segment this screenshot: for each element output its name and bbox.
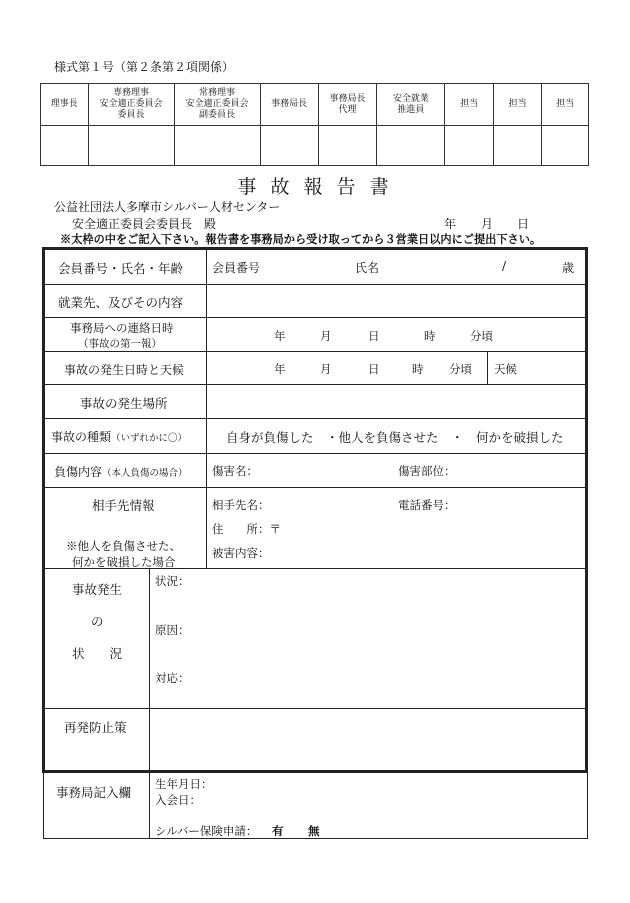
accident-type-label <box>51 428 187 445</box>
other-party-note-2: 何かを破損した場合 <box>72 555 176 569</box>
approval-header-line: 委員長 <box>117 110 145 120</box>
stamp-box[interactable] <box>174 126 260 166</box>
situation-label-1: 事故発生 <box>72 582 123 597</box>
prevention-label: 再発防止策 <box>64 720 127 735</box>
date-year: 年 <box>444 217 457 231</box>
injury-label-main: 負傷内容 <box>54 465 103 479</box>
contact-minute[interactable]: 分頃 <box>470 329 493 343</box>
contact-year[interactable]: 年 <box>274 329 286 343</box>
date-day: 日 <box>517 217 530 231</box>
place-label: 事故の発生場所 <box>80 396 168 411</box>
other-party-address-label[interactable]: 住 所：〒 <box>212 522 281 536</box>
stamp-box[interactable] <box>260 126 318 166</box>
contact-label: 事務局への連絡日時 <box>70 321 174 335</box>
approval-header-managing-director <box>174 84 260 126</box>
approval-header-line: 専務理事 <box>112 88 149 98</box>
occurrence-year[interactable]: 年 <box>274 362 286 376</box>
approval-header-line: 代理 <box>338 104 357 115</box>
occurrence-day[interactable]: 日 <box>368 362 380 376</box>
approval-header-line: 担当 <box>556 99 575 109</box>
injury-part-label[interactable]: 傷害部位： <box>398 464 456 478</box>
stamp-box[interactable] <box>88 126 174 166</box>
stamp-box[interactable] <box>542 126 589 166</box>
approval-header-line: 安全就業 <box>392 93 429 104</box>
office-insurance-no[interactable]: 無 <box>308 824 320 838</box>
stamp-box[interactable] <box>377 126 445 166</box>
stamp-box[interactable] <box>41 126 89 166</box>
office-birthdate-label[interactable]: 生年月日： <box>155 777 213 791</box>
other-party-name-label[interactable]: 相手先名： <box>212 498 270 512</box>
other-party-damage-label[interactable]: 被害内容： <box>212 546 270 560</box>
member-name-label[interactable]: 氏名 <box>355 261 380 275</box>
occurrence-hour[interactable]: 時 <box>412 362 424 376</box>
approval-header-line: 推進員 <box>397 104 425 115</box>
stamp-box[interactable] <box>318 126 376 166</box>
situation-response-label[interactable]: 対応： <box>155 671 190 685</box>
office-insurance-label: シルバー保険申請： <box>155 824 258 838</box>
member-label: 会員番号・氏名・年齢 <box>58 261 184 276</box>
situation-label-2: の <box>91 614 104 629</box>
approval-header-staff-1 <box>445 84 493 126</box>
approval-header-line: 安全適正委員会 <box>185 99 249 109</box>
contact-hour[interactable]: 時 <box>424 329 436 343</box>
stamp-box[interactable] <box>445 126 493 166</box>
place-field[interactable] <box>208 386 584 417</box>
other-party-phone-label[interactable]: 電話番号： <box>398 498 456 512</box>
injury-label <box>54 463 188 480</box>
approval-header-line: 安全適正委員会 <box>99 99 163 109</box>
office-join-date-label[interactable]: 入会日： <box>155 793 201 807</box>
situation-cause-label[interactable]: 原因： <box>155 623 190 637</box>
office-use-label: 事務局記入欄 <box>56 785 132 800</box>
date-month: 月 <box>481 217 494 231</box>
approval-header-deputy-secretary <box>318 84 376 126</box>
organization-name: 公益社団法人多摩市シルバー人材センター <box>54 200 281 214</box>
approval-header-staff-3 <box>542 84 589 126</box>
situation-status-label[interactable]: 状況： <box>155 574 190 588</box>
occurrence-minute[interactable]: 分頃 <box>449 362 472 376</box>
injury-label-note: （本人負傷の場合） <box>102 468 188 479</box>
approval-header-line: 担当 <box>460 99 479 109</box>
other-party-note-1: ※他人を負傷させた、 <box>66 539 181 553</box>
stamp-box[interactable] <box>493 126 541 166</box>
form-number: 様式第１号（第２条第２項関係） <box>54 60 235 74</box>
member-age-label[interactable]: 歳 <box>562 261 575 275</box>
occurrence-label: 事故の発生日時と天候 <box>64 363 185 377</box>
approval-header-secretary-general <box>260 84 318 126</box>
contact-label-note: （事故の第一報） <box>78 338 162 350</box>
accident-type-label-note: （いずれかに〇） <box>111 433 188 444</box>
instruction: ※太枠の中をご記入下さい。報告書を事務局から受け取ってから３営業日以内にご提出下さい。 <box>60 232 542 246</box>
approval-header-line: 事務局長 <box>271 99 308 109</box>
office-insurance-yes[interactable]: 有 <box>272 824 284 838</box>
approval-header-staff-2 <box>493 84 541 126</box>
recipient: 安全適正委員会委員長 殿 <box>72 217 217 231</box>
approval-header-line: 理事長 <box>50 99 78 109</box>
other-party-label: 相手先情報 <box>92 498 155 513</box>
contact-month[interactable]: 月 <box>320 329 332 343</box>
document-title: 事 故 報 告 書 <box>237 176 393 198</box>
member-slash: / <box>502 259 507 273</box>
workplace-label: 就業先、及びその内容 <box>58 295 184 310</box>
occurrence-month[interactable]: 月 <box>320 362 332 376</box>
accident-type-label-main: 事故の種類 <box>51 430 112 444</box>
approval-header-line: 事務局長 <box>329 93 366 104</box>
approval-header-line: 常務理事 <box>198 88 235 98</box>
approval-header-line: 担当 <box>508 99 527 109</box>
approval-stamp-table <box>40 83 589 166</box>
situation-label-3: 状 況 <box>72 646 123 661</box>
workplace-field[interactable] <box>208 286 584 316</box>
weather-label[interactable]: 天候 <box>494 362 517 376</box>
contact-day[interactable]: 日 <box>368 329 380 343</box>
approval-header-safety-promoter <box>377 84 445 126</box>
approval-header-line: 副委員長 <box>198 110 235 120</box>
injury-name-label[interactable]: 傷害名： <box>212 464 258 478</box>
approval-header-executive-director <box>88 84 174 126</box>
approval-header-chairman <box>41 84 89 126</box>
accident-type-options[interactable]: 自身が負傷した ・他人を負傷させた ・ 何かを破損した <box>226 430 564 445</box>
member-number-label[interactable]: 会員番号 <box>212 261 261 275</box>
prevention-field[interactable] <box>151 710 584 768</box>
